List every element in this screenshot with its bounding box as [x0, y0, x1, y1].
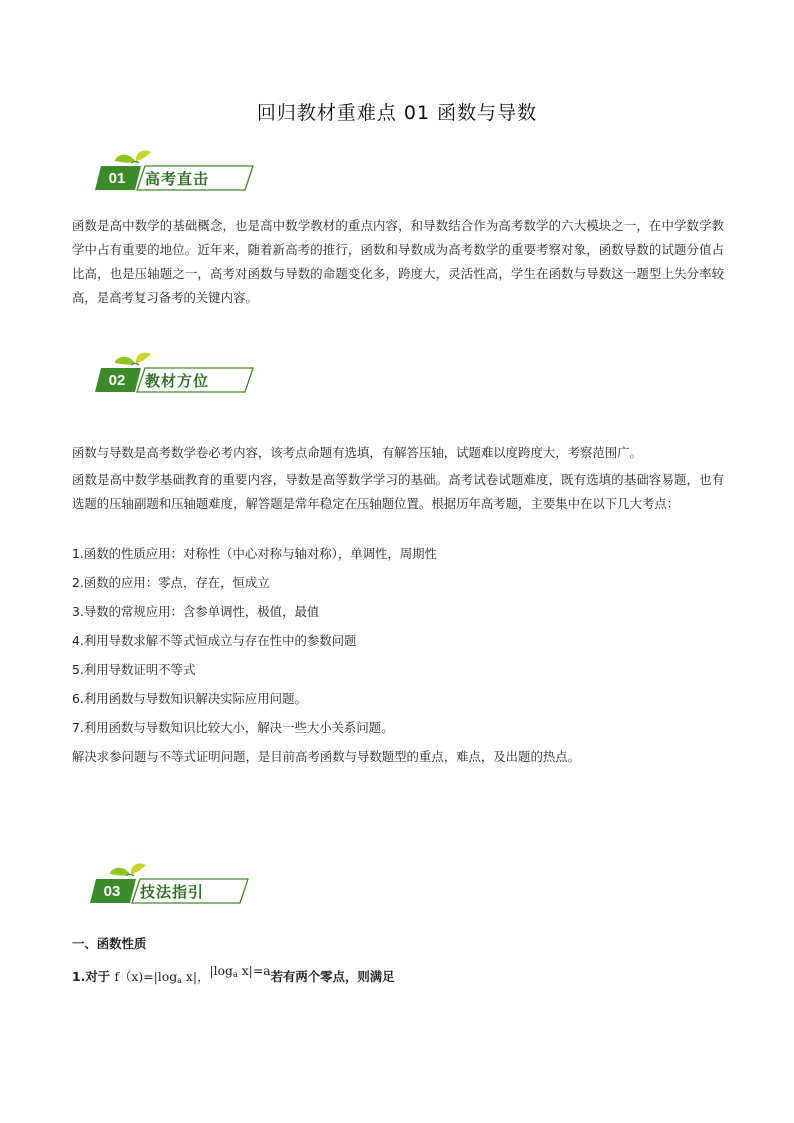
formula-2-part: |log	[209, 963, 233, 978]
methods-item-1	[72, 963, 395, 990]
section-number: 03	[103, 883, 121, 900]
formula-2	[209, 963, 270, 978]
section-number: 02	[108, 372, 126, 389]
section-label: 教材方位	[145, 372, 210, 390]
section-number: 01	[108, 170, 126, 187]
list-item: 2.函数的应用：零点，存在，恒成立	[72, 575, 270, 590]
section-03-badge	[80, 863, 250, 905]
section-01-badge	[85, 150, 255, 192]
position-paragraph-2: 函数是高中数学基础教育的重要内容，导数是高等数学学习的基础。高考试卷试题难度，既有选填的基础容易题，也有选题的压轴副题和压轴题难度，解答题是常年稳定在压轴题位置。根据历年高考题，主要集中在以下几大考点：	[72, 472, 724, 511]
section-label: 技法指引	[140, 883, 205, 901]
list-item: 5.利用导数证明不等式	[72, 662, 196, 677]
formula-2-part: x|=a	[237, 963, 271, 978]
formula-1-subscript: a	[177, 976, 182, 985]
formula-2-subscript: a	[232, 970, 238, 979]
item-suffix: 若有两个零点，则满足	[270, 969, 395, 984]
position-paragraph-3: 解决求参问题与不等式证明问题，是目前高考函数与导数题型的重点，难点，及出题的热点。	[72, 749, 581, 764]
section-label: 高考直击	[145, 170, 210, 188]
formula-1	[114, 969, 209, 984]
list-item: 1.函数的性质应用：对称性（中心对称与轴对称），单调性，周期性	[72, 546, 437, 561]
section-02-badge	[85, 352, 255, 394]
formula-1-part: x|，	[181, 969, 210, 984]
item-prefix: 1.对于	[72, 969, 115, 984]
formula-1-part: f（x)=|log	[114, 969, 178, 984]
intro-paragraph: 函数是高中数学的基础概念，也是高中数学教材的重点内容，和导数结合作为高考数学的六大模块之一，在中学数学教学中占有重要的地位。近年来，随着新高考的推行，函数和导数成为高考数学的重要考察对象，函数导数的试题分值占比高，也是压轴题之一，高考对函数与导数的命题变化多，跨度大，灵活性高，学生在函数与导数这一题型上失分率较高，是高考复习备考的关键内容。	[72, 218, 724, 305]
page-title: 回归教材重难点 01 函数与导数	[256, 102, 538, 124]
list-item: 4.利用导数求解不等式恒成立与存在性中的参数问题	[72, 633, 357, 648]
position-paragraph-1: 函数与导数是高考数学卷必考内容，该考点命题有选填，有解答压轴，试题难以度跨度大，考察范围广。	[72, 445, 642, 460]
methods-heading: 一、函数性质	[72, 936, 147, 951]
list-item: 3.导数的常规应用：含参单调性，极值，最值	[72, 604, 320, 619]
list-item: 7.利用函数与导数知识比较大小，解决一些大小关系问题。	[72, 720, 394, 735]
list-item: 6.利用函数与导数知识解决实际应用问题。	[72, 691, 307, 706]
